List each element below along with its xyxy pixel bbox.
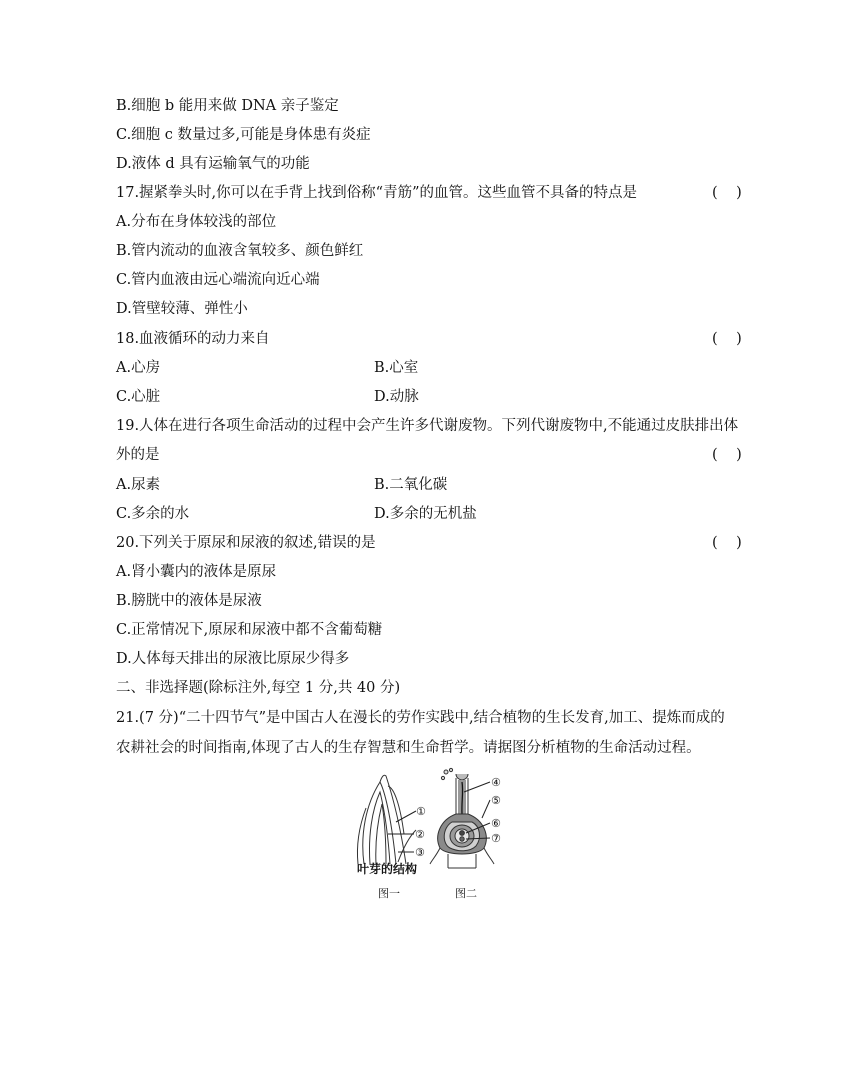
q18-option-c: C.心脏 [116,389,161,405]
q21-stem-line1: 21.(7 分)“二十四节气”是中国古人在漫长的劳作实践中,结合植物的生长发育,加工、提炼而成的 [116,710,725,726]
figure2-caption: 图二 [455,887,477,900]
leaf-bud-drawing [357,775,416,864]
label-2: ② [415,828,425,841]
q17-option-d: D.管壁较薄、弹性小 [116,301,248,317]
q17-option-a: A.分布在身体较浅的部位 [116,214,277,230]
label-7: ⑦ [491,832,501,845]
q20-option-b: B.膀胱中的液体是尿液 [116,593,262,609]
section-2-heading: 二、非选择题(除标注外,每空 1 分,共 40 分) [116,680,401,696]
figure1-title: 叶芽的结构 [357,862,418,876]
label-1: ① [416,805,426,818]
q17-answer-bracket: ( ) [712,185,742,201]
q18-stem: 18.血液循环的动力来自 [116,331,270,347]
q19-option-b: B.二氧化碳 [374,477,448,493]
q21-figure-drawing [352,764,512,876]
q18-option-d: D.动脉 [374,389,419,405]
q21-figure [352,764,512,876]
q20-option-c: C.正常情况下,原尿和尿液中都不含葡萄糖 [116,622,383,638]
label-5: ⑤ [491,794,501,807]
label-3: ③ [415,846,425,859]
q17-option-c: C.管内血液由远心端流向近心端 [116,272,320,288]
q17-option-b: B.管内流动的血液含氧较多、颜色鲜红 [116,243,364,259]
pistil-drawing [430,768,494,868]
q21-stem-line2: 农耕社会的时间指南,体现了古人的生存智慧和生命哲学。请据图分析植物的生命活动过程。 [116,740,701,756]
q16-option-c: C.细胞 c 数量过多,可能是身体患有炎症 [116,127,371,143]
q18-option-a: A.心房 [116,360,161,376]
q19-option-a: A.尿素 [116,477,161,493]
q17-stem: 17.握紧拳头时,你可以在手背上找到俗称“青筋”的血管。这些血管不具备的特点是 [116,185,637,201]
label-6: ⑥ [491,817,501,830]
q18-option-b: B.心室 [374,360,419,376]
q19-stem-line1: 19.人体在进行各项生命活动的过程中会产生许多代谢废物。下列代谢废物中,不能通过皮肤排出体 [116,418,739,434]
q19-answer-bracket: ( ) [712,447,742,463]
q19-stem-line2: 外的是 [116,447,160,463]
q20-option-d: D.人体每天排出的尿液比原尿少得多 [116,651,350,667]
q19-option-c: C.多余的水 [116,506,190,522]
q20-option-a: A.肾小囊内的液体是原尿 [116,564,277,580]
q16-option-b: B.细胞 b 能用来做 DNA 亲子鉴定 [116,98,339,114]
q20-stem: 20.下列关于原尿和尿液的叙述,错误的是 [116,535,376,551]
q20-answer-bracket: ( ) [712,535,742,551]
figure1-caption: 图一 [378,887,400,900]
q19-option-d: D.多余的无机盐 [374,506,477,522]
label-4: ④ [491,776,501,789]
q16-option-d: D.液体 d 具有运输氧气的功能 [116,156,310,172]
q18-answer-bracket: ( ) [712,331,742,347]
